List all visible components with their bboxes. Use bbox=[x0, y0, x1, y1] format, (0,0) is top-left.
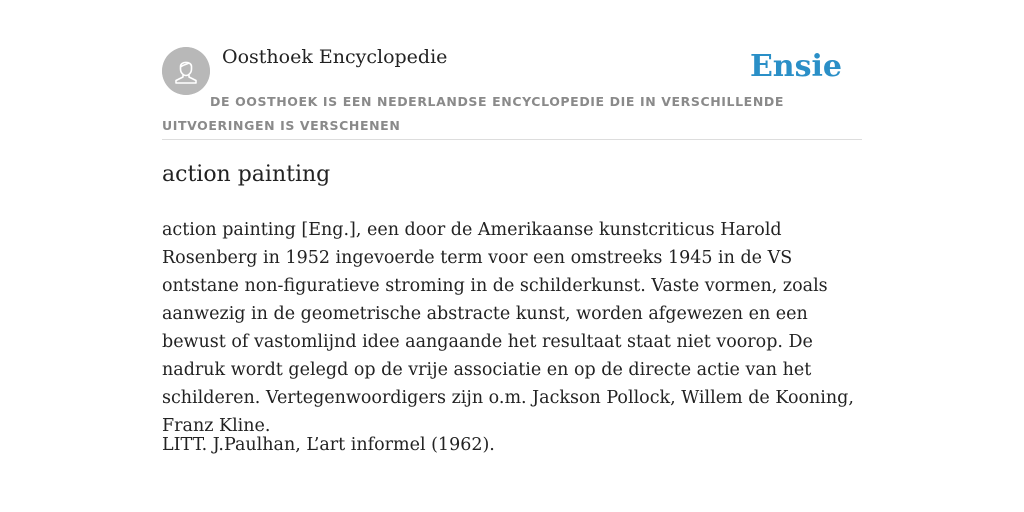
entry-body: action painting [Eng.], een door de Amerikaanse kunstcriticus Harold Rosenberg in 1952 ingevoerde term voor een omstreeks 1945 in de VS ontstane non-figuratieve stroming in de schilderkunst. Vaste vormen, zoals aanwezig in de geometrische abstracte kunst, worden afgewezen en een bewust of vastomlijnd idee aangaande het resultaat staat niet voorop. De nadruk wordt gelegd op de vrije associatie en op de directe actie van het schilderen. Vertegenwoordigers zijn o.m. Jackson Pollock, Willem de Kooning, Franz Kline. bbox=[162, 220, 854, 436]
person-outline-icon bbox=[162, 47, 210, 95]
entry-title: action painting bbox=[162, 162, 331, 187]
ensie-logo[interactable]: Ensie bbox=[749, 49, 842, 84]
source-description: DE OOSTHOEK IS EEN NEDERLANDSE ENCYCLOPEDIE DIE IN VERSCHILLENDE UITVOERINGEN IS VERSCHENEN bbox=[162, 94, 784, 133]
entry-literature: LITT. J.Paulhan, L’art informel (1962). bbox=[162, 435, 495, 455]
source-title[interactable]: Oosthoek Encyclopedie bbox=[222, 46, 448, 68]
user-avatar-icon[interactable] bbox=[162, 47, 210, 95]
source-header bbox=[162, 0, 862, 140]
page-container bbox=[162, 0, 862, 455]
